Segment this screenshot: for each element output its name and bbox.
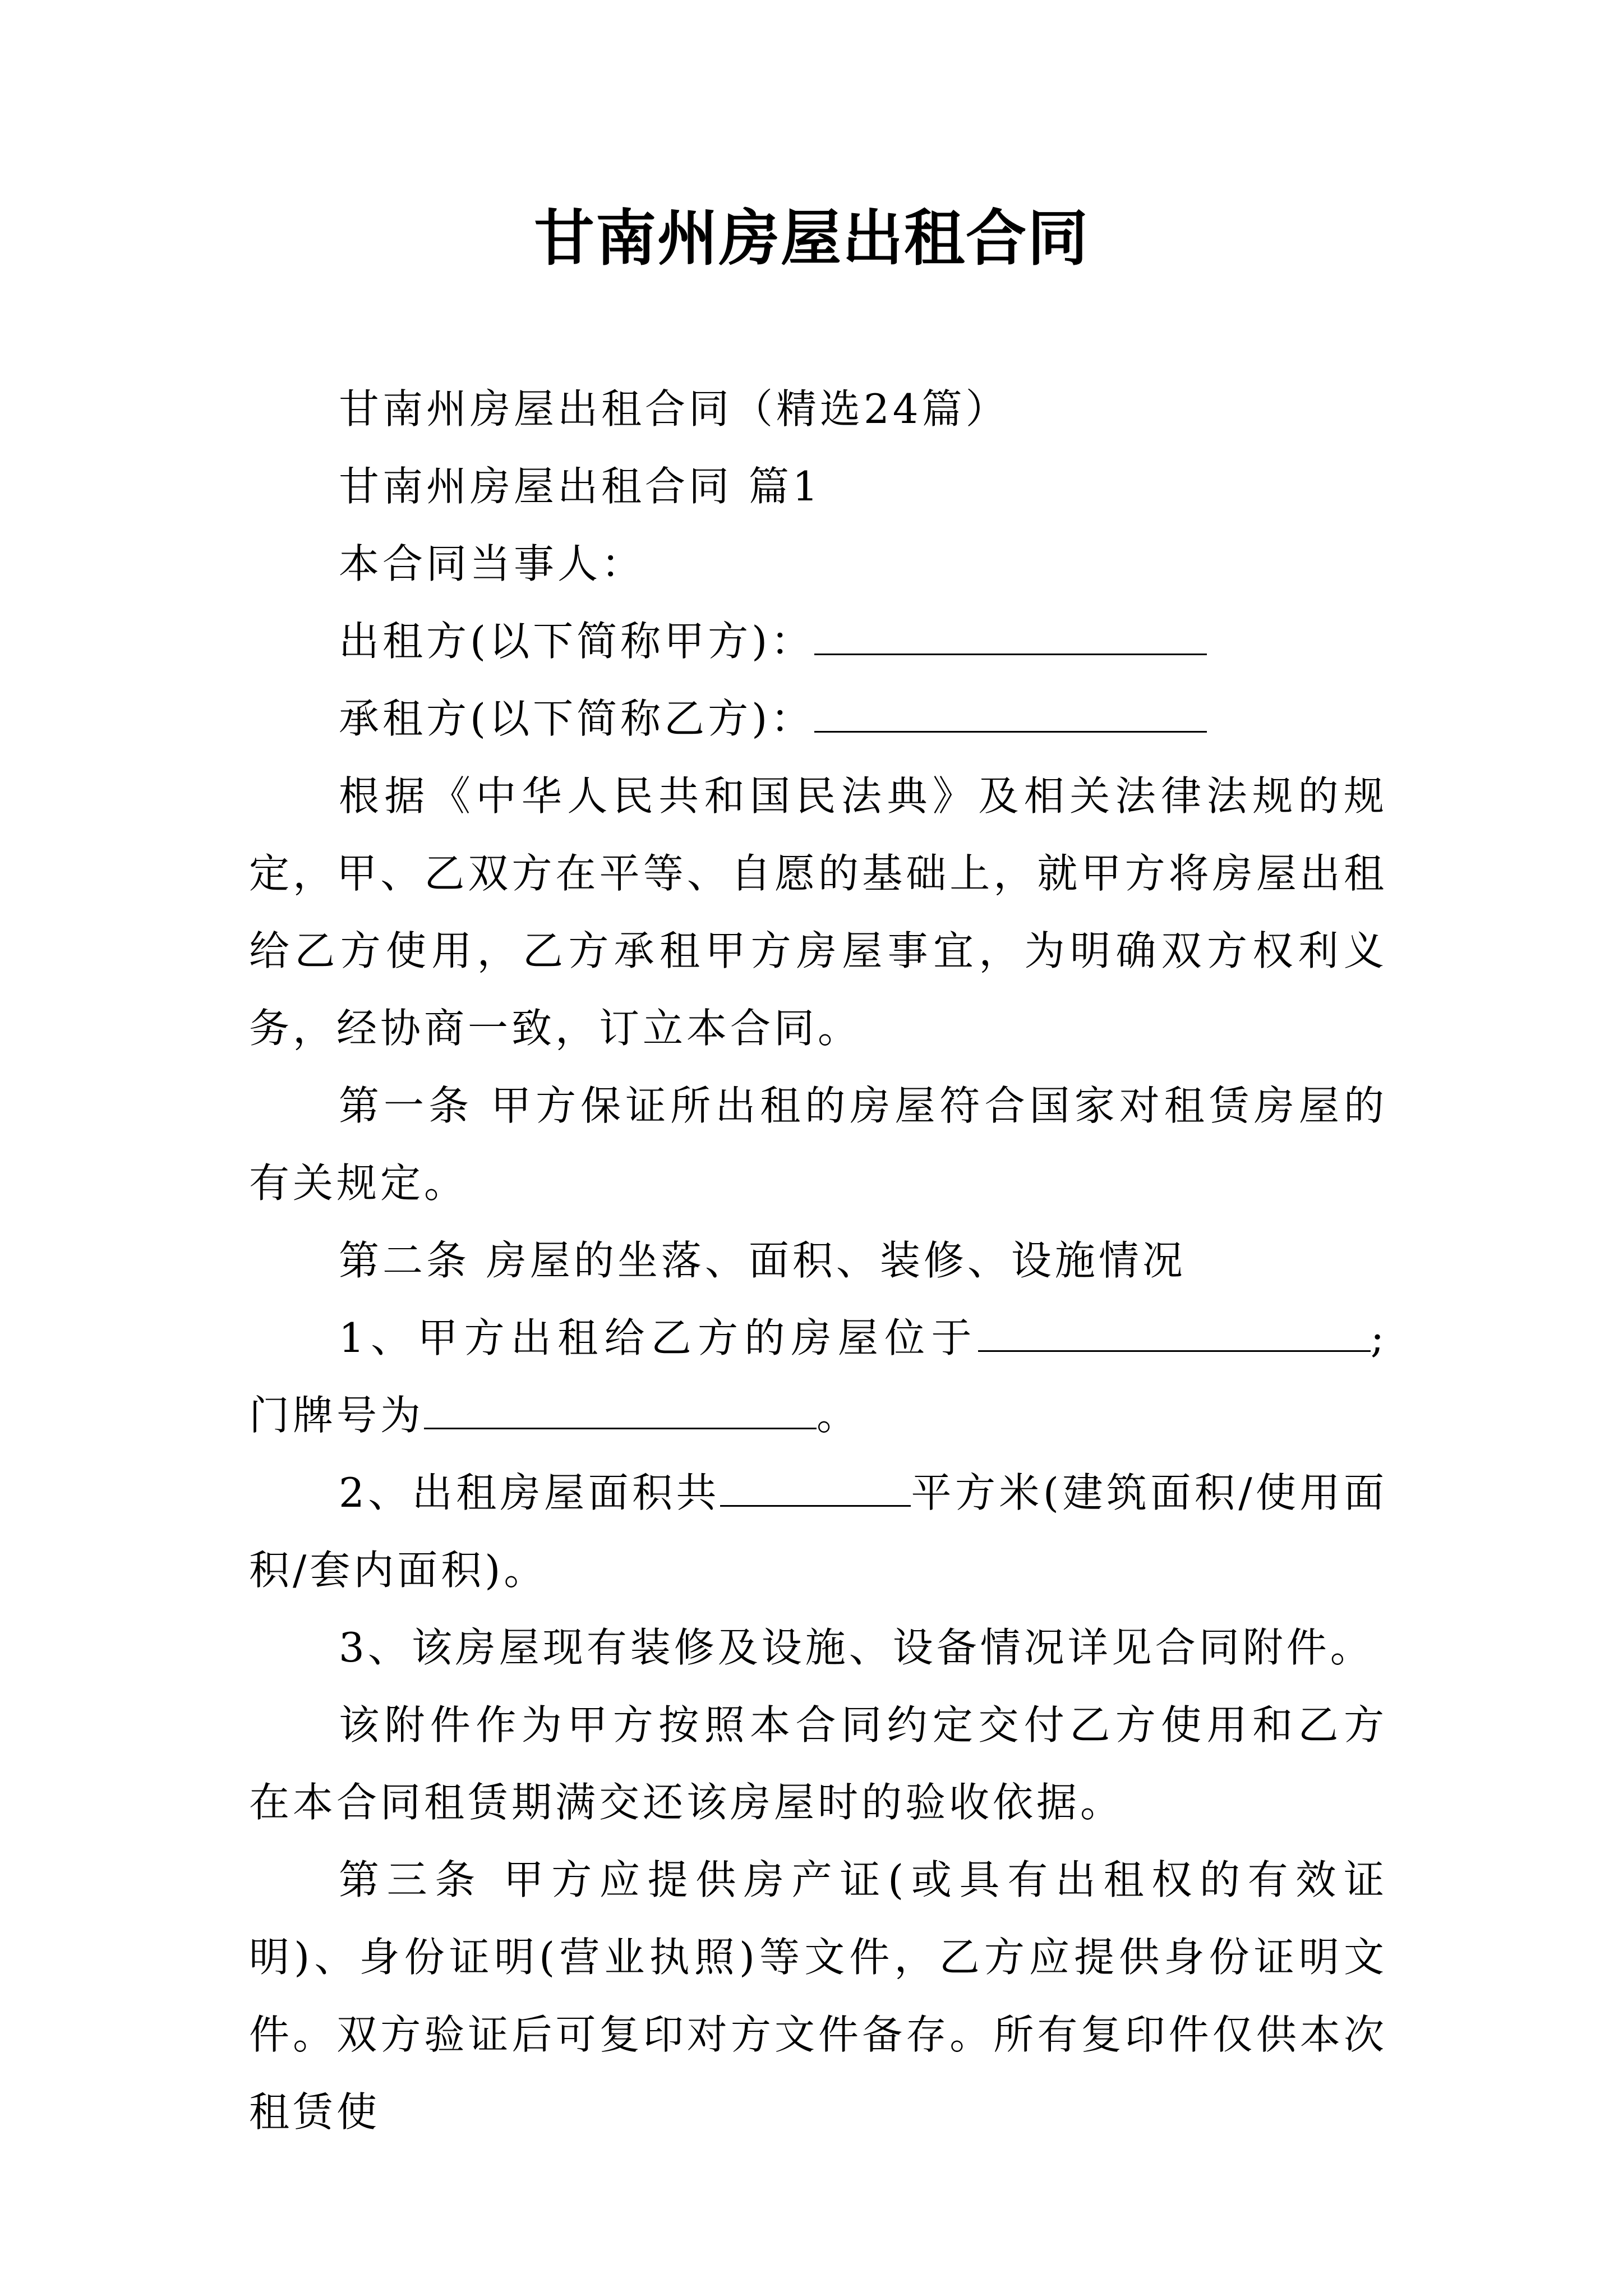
paragraph [249,1299,1387,1454]
paragraph: 甘南州房屋出租合同 篇1 [339,463,822,510]
paragraph: 该附件作为甲方按照本合同约定交付乙方使用和乙方在本合同租赁期满交还该房屋时的验收依据。 [249,1701,1387,1826]
paragraph-text: 承租方(以下简称乙方)： [339,695,815,742]
paragraph [249,602,1387,680]
fill-in-blank-line[interactable] [814,619,1207,655]
fill-in-blank-line[interactable] [720,1470,911,1507]
paragraph-text: 平方米(建筑面积/使用面积/套内面积)。 [249,1469,1387,1594]
paragraph [249,680,1387,757]
paragraph: 第三条 甲方应提供房产证(或具有出租权的有效证明)、身份证明(营业执照)等文件，乙方应提供身份证明文件。双方验证后可复印对方文件备存。所有复印件仅供本次租赁使 [249,1856,1387,2136]
document-title: 甘南州房屋出租合同 [533,203,1089,274]
paragraph-text: 出租方(以下简称甲方)： [339,618,815,665]
paragraph: 本合同当事人： [339,540,645,587]
paragraph: 第一条 甲方保证所出租的房屋符合国家对租赁房屋的有关规定。 [249,1082,1387,1207]
paragraph [249,1454,1387,1609]
paragraph: 第二条 房屋的坐落、面积、装修、设施情况 [339,1237,1186,1284]
paragraph: 3、该房屋现有装修及设施、设备情况详见合同附件。 [339,1624,1374,1671]
paragraph-text: ;门牌号为 [249,1314,1387,1439]
fill-in-blank-line[interactable] [978,1315,1371,1352]
fill-in-blank-line[interactable] [814,696,1207,733]
paragraph-text: 。 [817,1392,861,1439]
paragraph: 根据《中华人民共和国民法典》及相关法律法规的规定，甲、乙双方在平等、自愿的基础上，就甲方将房屋出租给乙方使用，乙方承租甲方房屋事宜，为明确双方权利义务，经协商一致，订立本合同。 [249,772,1387,1052]
document-body [249,370,1387,2151]
fill-in-blank-line[interactable] [424,1393,817,1429]
paragraph-text: 1、甲方出租给乙方的房屋位于 [339,1314,978,1361]
paragraph: 甘南州房屋出租合同（精选24篇） [339,385,1009,432]
paragraph-text: 2、出租房屋面积共 [339,1469,721,1516]
